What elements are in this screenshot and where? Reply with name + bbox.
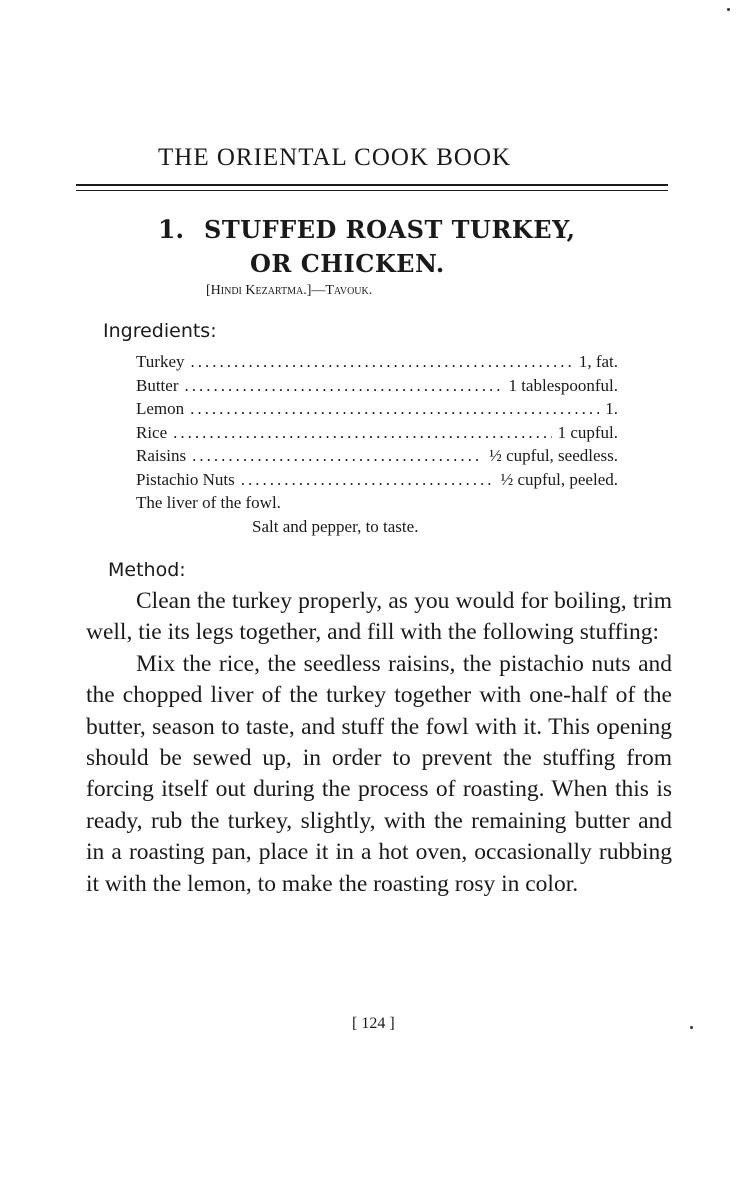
leader-dots	[191, 350, 573, 374]
ingredient-row	[136, 468, 618, 492]
ingredient-row	[136, 444, 618, 468]
ingredient-row	[136, 421, 618, 445]
recipe-title-line-1: STUFFED ROAST TURKEY,	[204, 215, 576, 244]
ingredient-name: Raisins	[136, 446, 187, 465]
print-speck	[727, 8, 730, 11]
recipe-subtitle: [Hindi Kezartma.]—Tavouk.	[206, 283, 373, 298]
leader-dots	[241, 468, 495, 492]
header-rule-thick	[76, 184, 668, 186]
recipe-title-line-2: OR CHICKEN.	[250, 249, 445, 278]
ingredient-name: Pistachio Nuts	[136, 469, 235, 489]
ingredient-quantity: 1 tablespoonful.	[508, 375, 618, 395]
ingredient-name: Turkey	[136, 352, 185, 371]
ingredient-quantity: 1, fat.	[578, 352, 618, 371]
method-paragraph-1: Clean the turkey properly, as you would for boiling, trim well, tie its legs together, and fill with the following stuffing:	[86, 588, 672, 646]
ingredient-name: Lemon	[136, 399, 185, 418]
print-speck	[690, 1026, 693, 1029]
method-paragraph-2: Mix the rice, the seedless raisins, the pistachio nuts and the chopped liver of the turkey together with one-half of the butter, season to taste, and stuff the fowl with it. This opening should be sewed up, in order to prevent the stuffing from forcing itself out during the process of roasting. When this is ready, rub the turkey, slightly, with the remaining butter and in a roasting pan, place it in a hot oven, occasionally rubbing it with the lemon, to make the roasting rosy in color.	[86, 650, 672, 897]
ingredient-note-liver: The liver of the fowl.	[136, 493, 281, 512]
page-number: [ 124 ]	[352, 1015, 395, 1032]
leader-dots	[185, 374, 503, 398]
ingredient-quantity: 1 cupful.	[557, 422, 618, 442]
ingredient-quantity: 1.	[605, 399, 618, 418]
ingredient-name: Butter	[136, 375, 179, 395]
method-heading: Method:	[108, 559, 186, 581]
running-header: THE ORIENTAL COOK BOOK	[158, 144, 512, 171]
header-rule-thin	[76, 190, 668, 191]
ingredients-heading: Ingredients:	[103, 320, 217, 342]
leader-dots	[190, 397, 599, 421]
ingredient-quantity: ½ cupful, peeled.	[500, 469, 618, 489]
method-text	[86, 586, 672, 900]
leader-dots	[192, 444, 483, 468]
ingredient-row	[136, 374, 618, 398]
ingredient-quantity: ½ cupful, seedless.	[489, 446, 618, 465]
ingredient-name: Rice	[136, 422, 168, 442]
recipe-number: 1.	[158, 215, 185, 244]
leader-dots	[173, 421, 551, 445]
ingredient-row	[136, 397, 618, 421]
ingredient-note-seasoning: Salt and pepper, to taste.	[252, 516, 419, 536]
ingredient-row	[136, 350, 618, 374]
ingredients-list	[136, 350, 618, 538]
